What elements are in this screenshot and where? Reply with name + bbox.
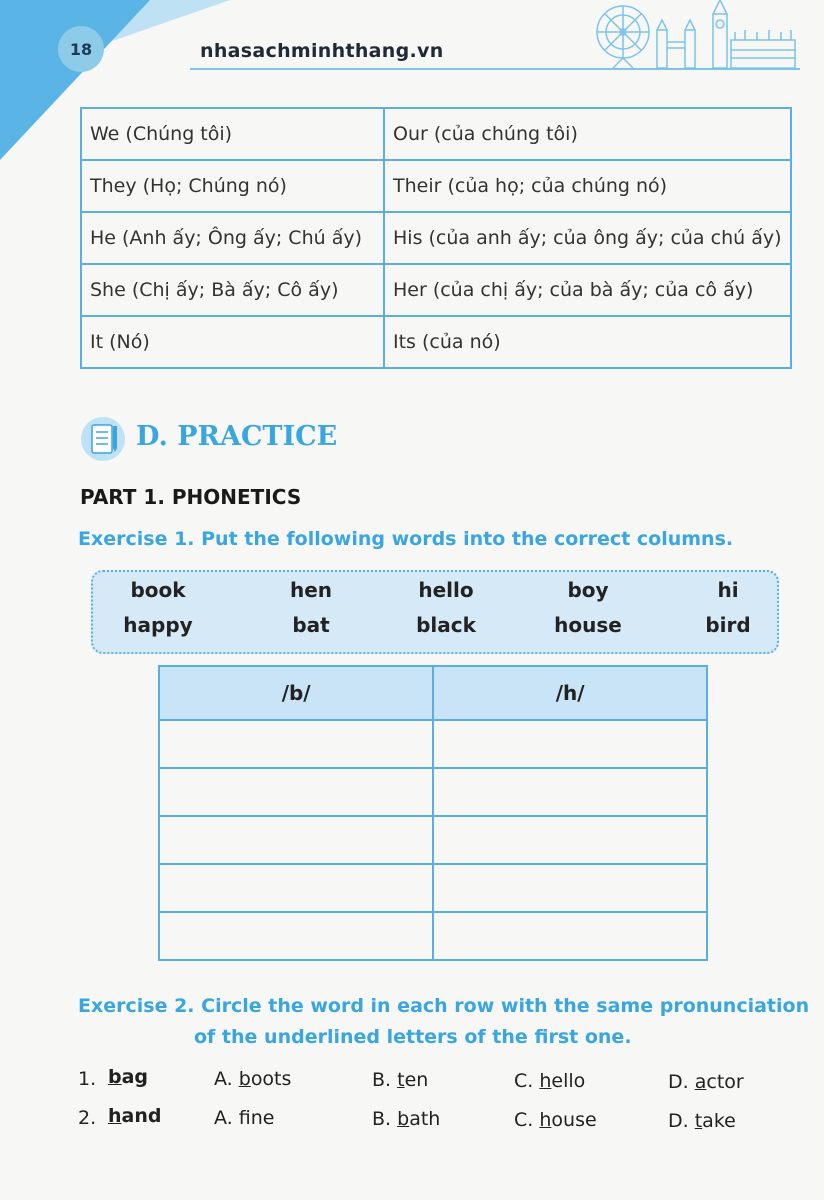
answer-cell[interactable]: [433, 768, 707, 816]
table-row: [81, 160, 791, 212]
possessive-cell: Their (của họ; của chúng nó): [384, 160, 791, 212]
option-c[interactable]: C. hello: [514, 1070, 586, 1092]
answer-cell[interactable]: [433, 864, 707, 912]
exercise2-instruction-line1: Exercise 2. Circle the word in each row with the same pronunciation: [78, 995, 810, 1017]
answer-row: [159, 912, 707, 960]
site-name: nhasachminhthang.vn: [200, 40, 444, 62]
possessive-cell: His (của anh ấy; của ông ấy; của chú ấy): [384, 212, 791, 264]
question-number: 1.: [78, 1068, 97, 1090]
option-c[interactable]: C. house: [514, 1109, 597, 1131]
answer-row: [159, 816, 707, 864]
question-word: hand: [108, 1105, 162, 1127]
answer-cell[interactable]: [433, 912, 707, 960]
table-row: [81, 264, 791, 316]
answer-cell[interactable]: [433, 720, 707, 768]
option-d[interactable]: D. take: [668, 1110, 736, 1132]
word-bank-item: hello: [418, 578, 474, 602]
exercise2-instruction-line2: of the underlined letters of the first one.: [194, 1026, 632, 1048]
possessive-cell: Its (của nó): [384, 316, 791, 368]
possessive-cell: Her (của chị ấy; của bà ấy; của cô ấy): [384, 264, 791, 316]
word-bank-item: house: [554, 613, 622, 637]
word-bank-item: black: [416, 613, 476, 637]
table-header-row: [159, 666, 707, 720]
word-bank-item: happy: [123, 613, 193, 637]
word-bank-item: hen: [289, 578, 333, 602]
word-bank-item: boy: [567, 578, 609, 602]
part-heading: PART 1. PHONETICS: [80, 485, 302, 509]
question-number: 2.: [78, 1107, 97, 1129]
pronoun-cell: We (Chúng tôi): [81, 108, 384, 160]
answer-row: [159, 720, 707, 768]
answer-cell[interactable]: [159, 720, 433, 768]
question-word: bag: [108, 1066, 149, 1088]
word-bank-item: hi: [717, 578, 739, 602]
option-b[interactable]: B. bath: [372, 1108, 441, 1130]
pronoun-cell: It (Nó): [81, 316, 384, 368]
possessive-cell: Our (của chúng tôi): [384, 108, 791, 160]
answer-cell[interactable]: [159, 912, 433, 960]
london-skyline-illustration: [585, 0, 800, 70]
option-d[interactable]: D. actor: [668, 1071, 744, 1093]
page-number: 18: [58, 26, 104, 72]
pronoun-cell: He (Anh ấy; Ông ấy; Chú ấy): [81, 212, 384, 264]
pronoun-cell: She (Chị ấy; Bà ấy; Cô ấy): [81, 264, 384, 316]
sound-columns-table: [158, 665, 708, 961]
option-b[interactable]: B. ten: [372, 1069, 429, 1091]
checklist-icon: [80, 416, 126, 462]
word-bank-item: book: [130, 578, 186, 602]
word-bank: [91, 570, 779, 654]
exercise1-instruction: Exercise 1. Put the following words into the correct columns.: [78, 528, 734, 550]
answer-cell[interactable]: [159, 816, 433, 864]
option-a[interactable]: A. boots: [214, 1068, 292, 1090]
answer-row: [159, 768, 707, 816]
word-bank-item: bat: [292, 613, 330, 637]
option-a[interactable]: A. fne: [214, 1107, 275, 1129]
table-row: [81, 316, 791, 368]
column-header-b: /b/: [159, 666, 433, 720]
answer-row: [159, 864, 707, 912]
column-header-h: /h/: [433, 666, 707, 720]
pronoun-cell: They (Họ; Chúng nó): [81, 160, 384, 212]
word-bank-item: bird: [705, 613, 751, 637]
possessive-pronoun-table: [80, 107, 792, 369]
section-title: D. PRACTICE: [136, 421, 338, 452]
table-row: [81, 108, 791, 160]
answer-cell[interactable]: [159, 864, 433, 912]
table-row: [81, 212, 791, 264]
answer-cell[interactable]: [433, 816, 707, 864]
answer-cell[interactable]: [159, 768, 433, 816]
